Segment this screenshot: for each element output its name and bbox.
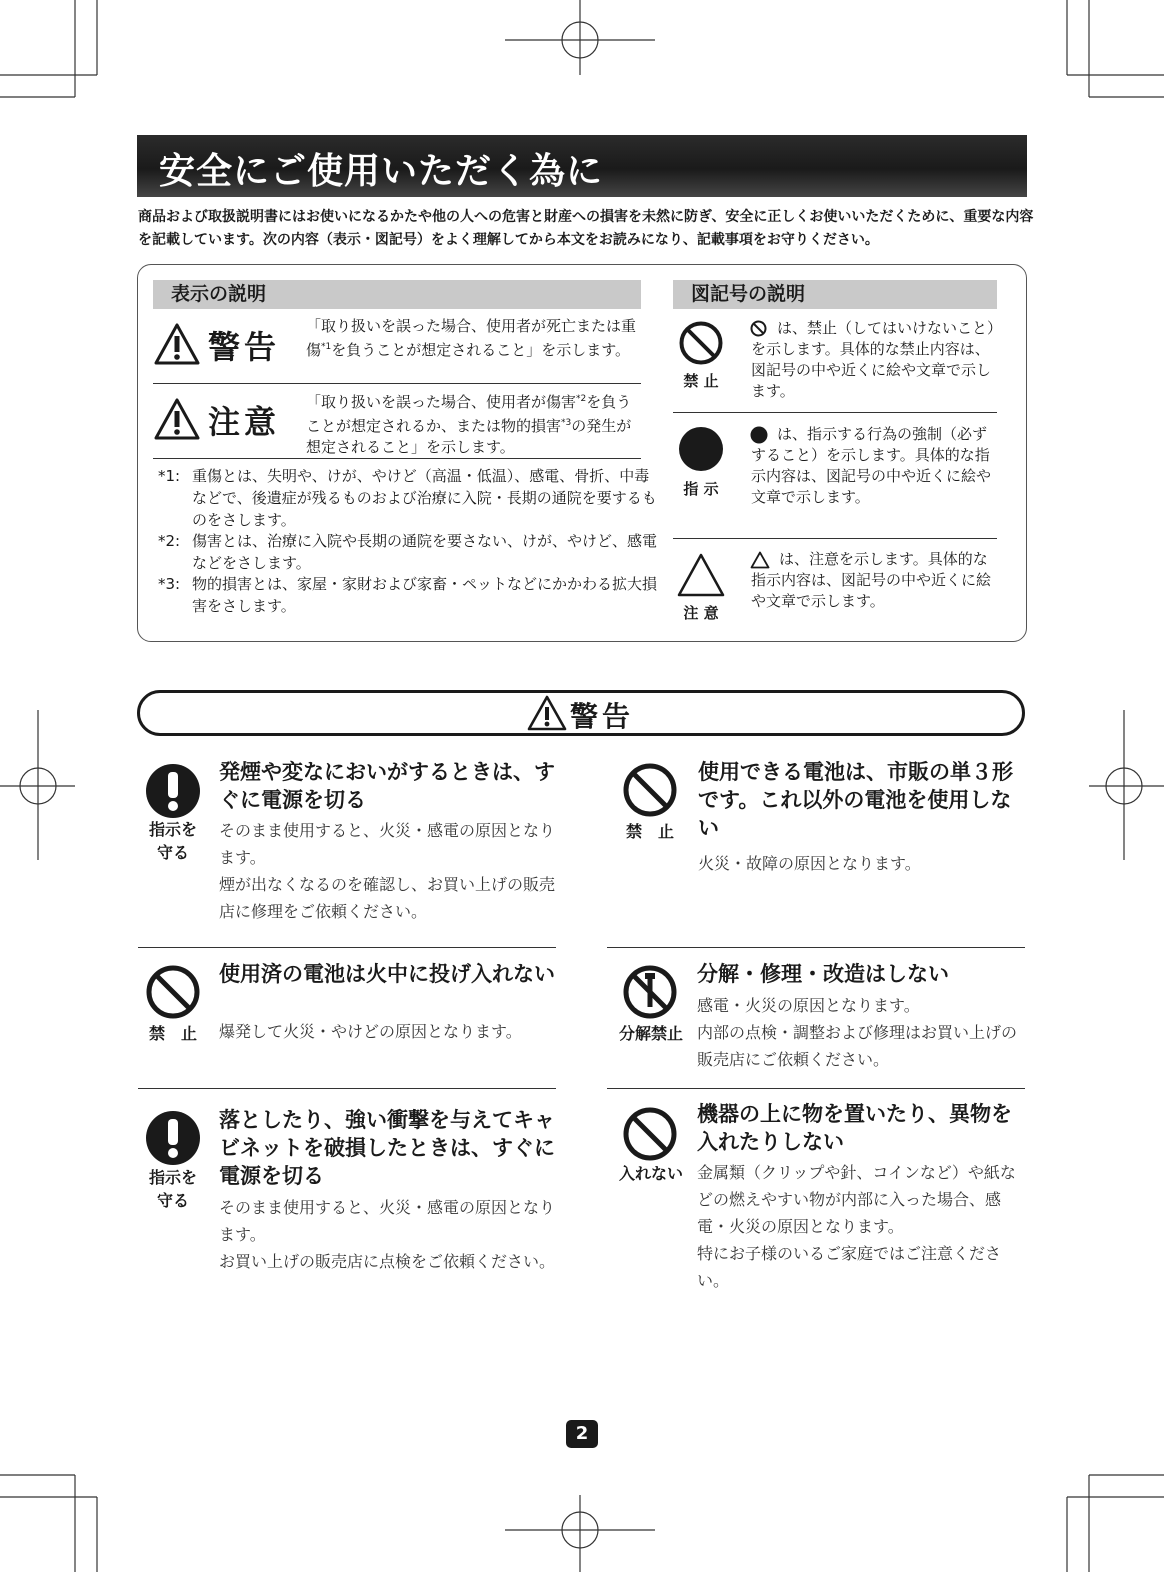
symbol-description: は、禁止（してはいけないこと）を示します。具体的な禁止内容は、図記号の中や近くに絵や文章で示します。 — [751, 319, 995, 400]
caution-icon — [676, 552, 726, 598]
item-body: 金属類（クリップや針、コインなど）や紙などの燃えやすい物が内部に入った場合、感電・火災の原因となります。 特にお子様のいるご家庭ではご注意ください。 — [697, 1163, 1016, 1290]
icon-caption: 禁 止 — [148, 1024, 197, 1043]
mandatory-icon — [678, 426, 724, 472]
item-title: 使用済の電池は火中に投げ入れない — [219, 962, 555, 986]
warning-banner-label: 警告 — [570, 700, 635, 733]
no-disassembly-icon — [622, 964, 678, 1020]
symbol-section-heading: 図記号の説明 — [673, 280, 997, 309]
caution-description: 「取り扱いを誤った場合、使用者が傷害$^{*2}$を負うことが想定されるか、または物的損害$^{*3}$の発生が想定されること」を示します。 — [306, 393, 632, 456]
display-section-heading: 表示の説明 — [153, 280, 641, 309]
page-number: 2 — [566, 1420, 598, 1448]
divider — [607, 1088, 1025, 1089]
symbol-description: は、注意を示します。具体的な指示内容は、図記号の中や近くに絵や文章で示します。 — [751, 550, 992, 610]
icon-caption: 禁 止 — [625, 822, 674, 841]
item-title: 使用できる電池は、市販の単３形です。これ以外の電池を使用しない — [698, 760, 1013, 840]
mandatory-exclamation-icon — [145, 1110, 201, 1166]
divider — [138, 1088, 556, 1089]
symbol-description: は、指示する行為の強制（必ずすること）を示します。具体的な指示内容は、図記号の中や近くに絵や文章で示します。 — [751, 425, 992, 506]
prohibition-icon — [622, 762, 678, 818]
symbol-caption: 指 示 — [683, 480, 719, 498]
warning-triangle-icon — [527, 695, 567, 731]
item-body: そのまま使用すると、火災・感電の原因となります。 煙が出なくなるのを確認し、お買い上げの販売店に修理をご依頼ください。 — [219, 821, 556, 921]
icon-caption: 指示を 守る — [148, 1168, 197, 1210]
prohibition-icon — [145, 964, 201, 1020]
footnote: *3: 物的損害とは、家屋・家財および家畜・ペットなどにかかわる拡大損害をさします。 — [158, 575, 658, 615]
footnote: *2: 傷害とは、治療に入院や長期の通院を要さない、けが、やけど、感電などをさします。 — [158, 532, 658, 572]
intro-paragraph: 商品および取扱説明書にはお使いになるかたや他の人への危害と財産への損害を未然に防ぎ、安全に正しくお使いいただくために、重要な内容を記載しています。次の内容（表示・図記号）をよく理解してから本文をお読みになり、記載事項をお守りください。 — [138, 209, 1034, 248]
footnote: *1: 重傷とは、失明や、けが、やけど（高温・低温）、感電、骨折、中毒などで、後遺症が残るものおよび治療に入院・長期の通院を要するものをさします。 — [158, 467, 657, 529]
prohibition-icon — [678, 320, 724, 366]
item-title: 落としたり、強い衝撃を与えてキャビネットを破損したときは、すぐに電源を切る — [219, 1108, 555, 1188]
divider — [153, 458, 641, 459]
divider — [607, 947, 1025, 948]
item-body: 火災・故障の原因となります。 — [698, 854, 921, 873]
caution-label: 注意 — [208, 403, 281, 441]
item-body: 爆発して火災・やけどの原因となります。 — [219, 1022, 522, 1041]
item-body: そのまま使用すると、火災・感電の原因となります。 お買い上げの販売店に点検をご依頼ください。 — [219, 1198, 556, 1271]
page-title: 安全にご使用いただく為に — [159, 150, 604, 192]
prohibition-icon — [622, 1106, 678, 1162]
icon-caption: 指示を 守る — [148, 820, 197, 862]
divider — [673, 412, 997, 413]
item-title: 機器の上に物を置いたり、異物を入れたりしない — [697, 1102, 1012, 1154]
divider — [138, 947, 556, 948]
icon-caption: 入れない — [618, 1164, 683, 1183]
item-title: 発煙や変なにおいがするときは、すぐに電源を切る — [219, 760, 555, 812]
divider — [153, 383, 641, 384]
warning-description: 「取り扱いを誤った場合、使用者が死亡または重傷$^{*1}$を負うことが想定されること」を示します。 — [306, 317, 637, 359]
title-banner — [137, 135, 1027, 197]
warning-triangle-icon — [154, 323, 200, 365]
caution-triangle-icon — [154, 398, 200, 440]
symbol-caption: 禁 止 — [683, 372, 719, 390]
item-body: 感電・火災の原因となります。 内部の点検・調整および修理はお買い上げの販売店にご依頼ください。 — [697, 996, 1018, 1069]
icon-caption: 分解禁止 — [618, 1024, 683, 1043]
item-title: 分解・修理・改造はしない — [697, 962, 949, 986]
symbol-caption: 注 意 — [683, 604, 719, 622]
divider — [673, 538, 997, 539]
warning-label: 警告 — [208, 328, 281, 366]
mandatory-exclamation-icon — [145, 763, 201, 819]
